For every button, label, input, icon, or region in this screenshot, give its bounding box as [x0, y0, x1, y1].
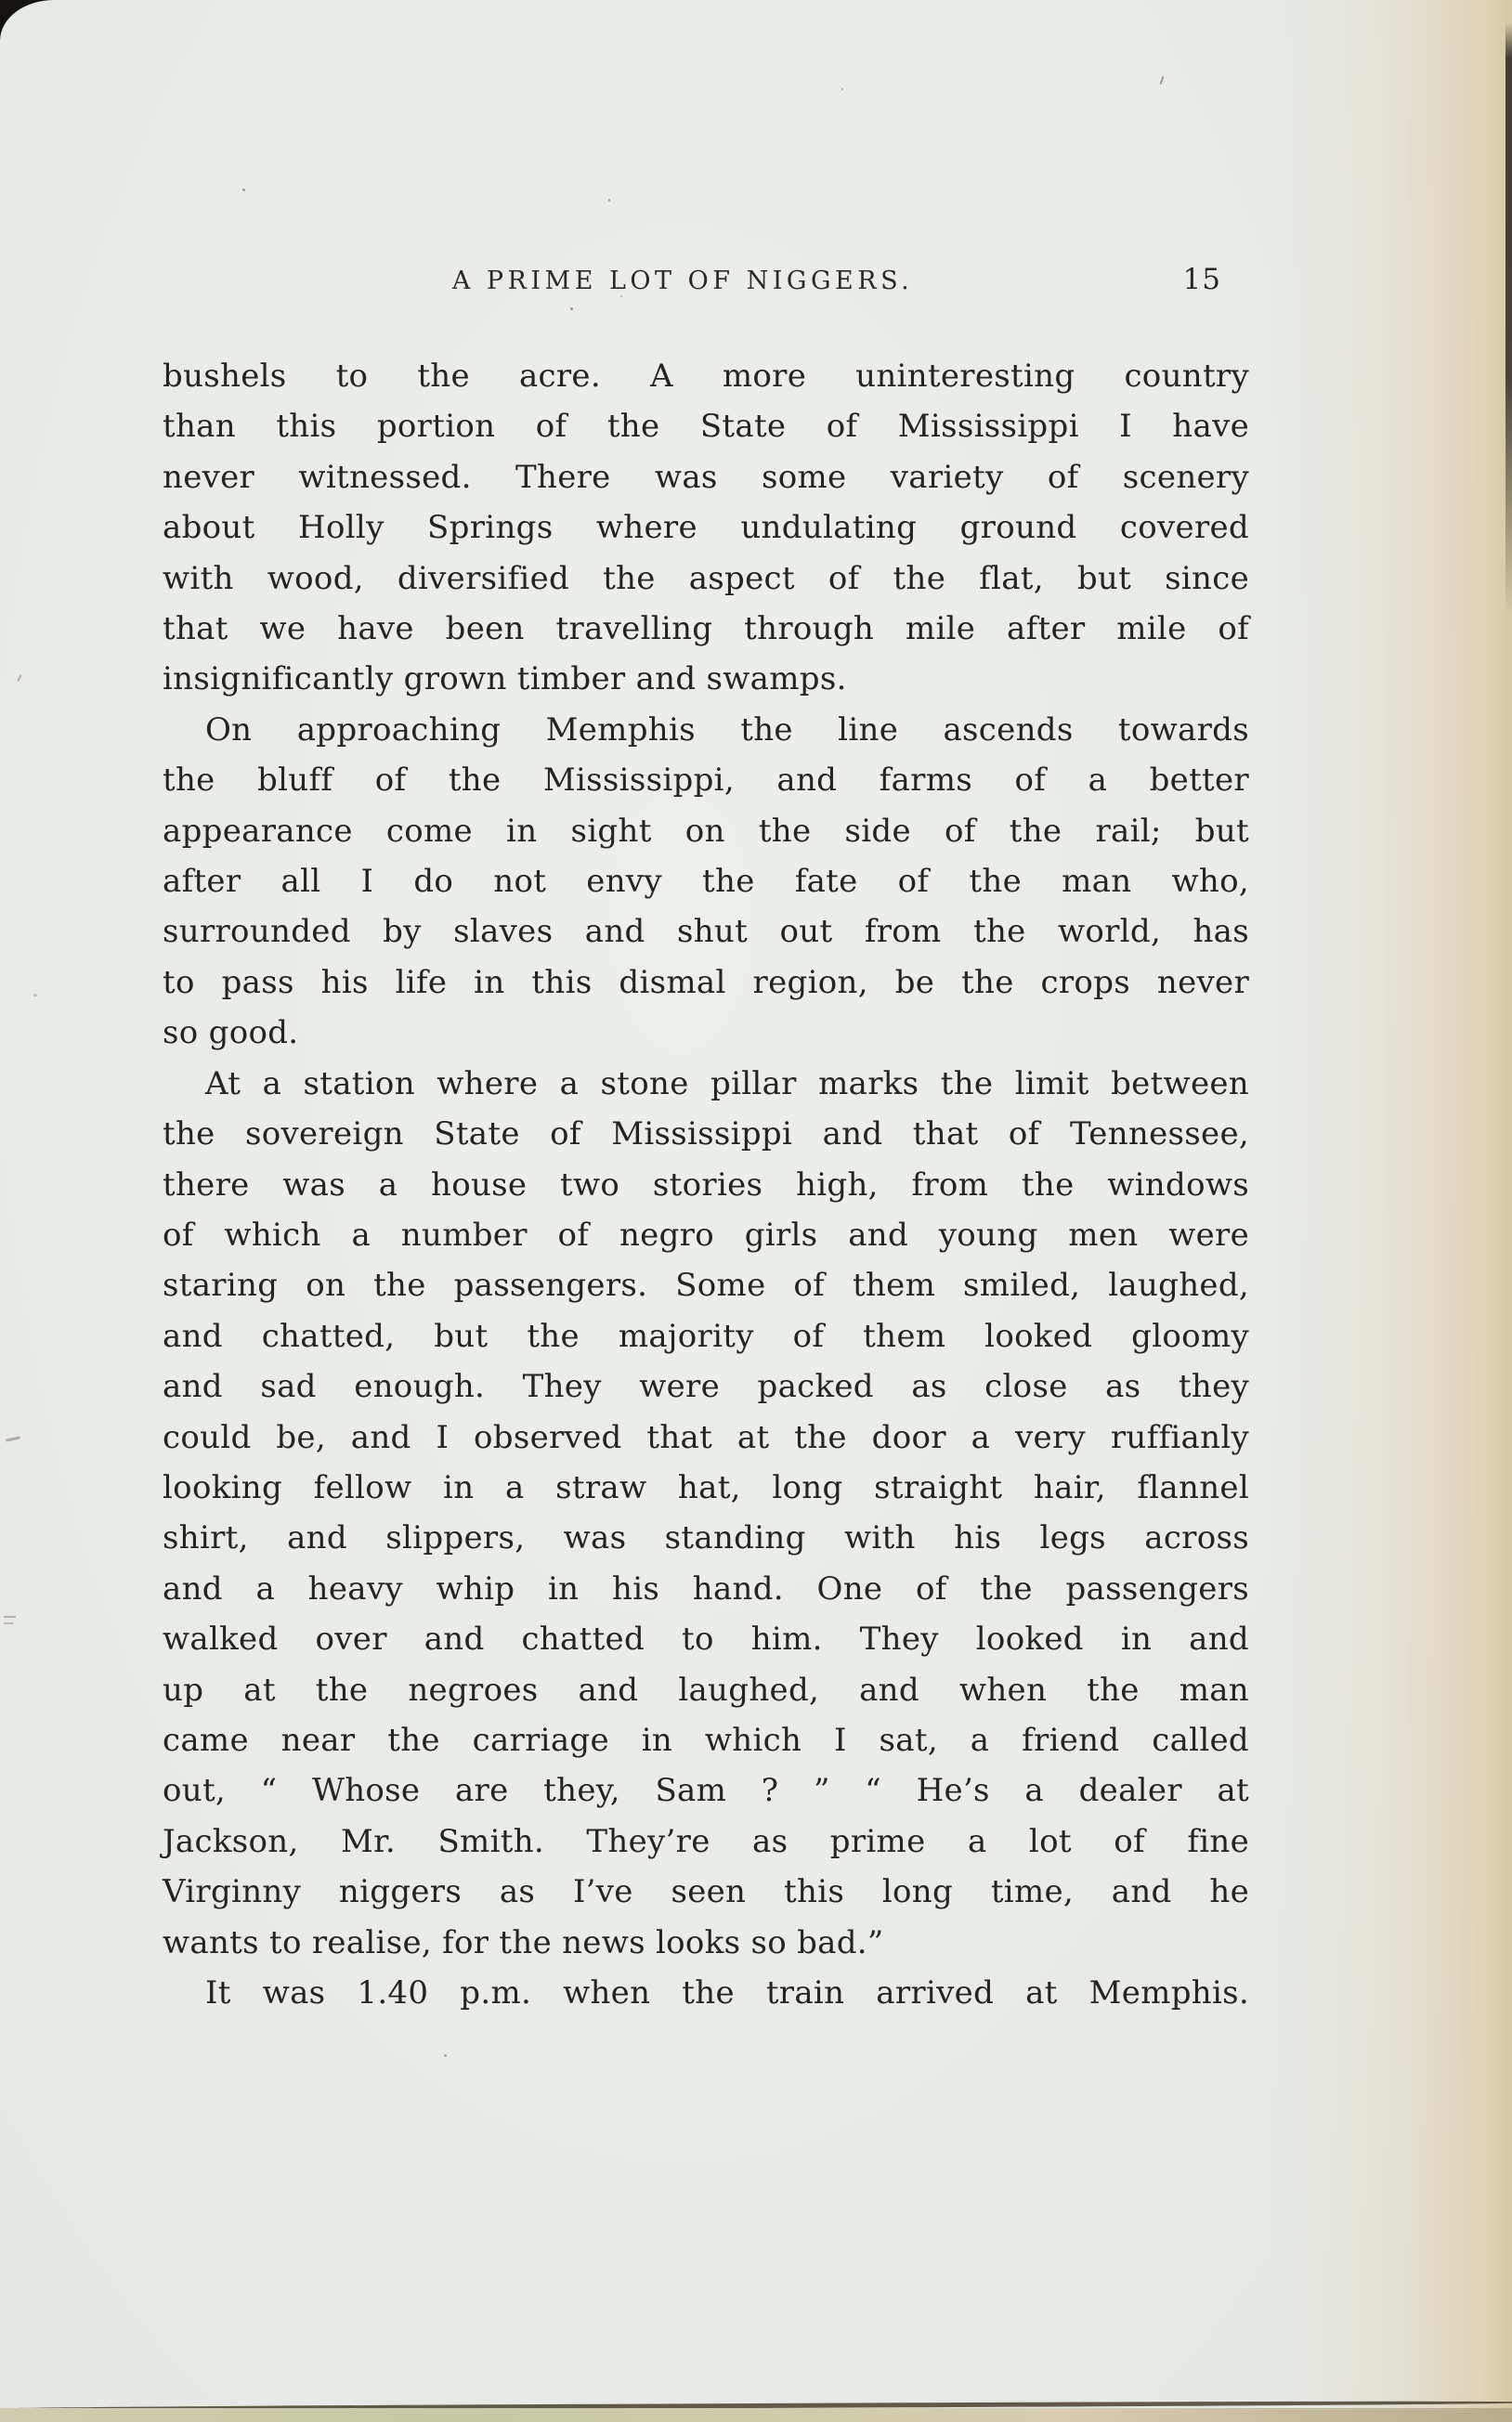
text-line: looking fellow in a straw hat, long straight hair, flannel: [163, 1468, 1249, 1506]
paragraph: [163, 351, 1249, 705]
text-line: than this portion of the State of Mississippi I have: [163, 408, 1249, 446]
text-line: At a station where a stone pillar marks the limit between: [205, 1064, 1249, 1102]
text-line: bushels to the acre. A more uninteresting country: [163, 358, 1249, 395]
scan-speck: [841, 88, 843, 90]
text-line: staring on the passengers. Some of them smiled, laughed,: [163, 1267, 1249, 1305]
scan-mark: [1160, 76, 1165, 85]
paragraph: [163, 705, 1249, 1059]
text-line: about Holly Springs where undulating ground covered: [163, 509, 1249, 547]
page-content: [163, 263, 1249, 2012]
text-line: that we have been travelling through mile after mile of: [163, 610, 1249, 648]
text-line: insignificantly grown timber and swamps.: [163, 660, 847, 698]
text-line: appearance come in sight on the side of the rail; but: [163, 812, 1249, 850]
body-text: [163, 351, 1249, 2018]
text-line: On approaching Memphis the line ascends towards: [205, 710, 1249, 749]
text-line: to pass his life in this dismal region, be the crops never: [163, 963, 1249, 1001]
text-line: walked over and chatted to him. They looked in and: [163, 1621, 1249, 1659]
text-line: of which a number of negro girls and young men were: [163, 1216, 1249, 1254]
scan-speck: [608, 199, 610, 202]
scan-mark: [17, 674, 21, 682]
page-number: 15: [1182, 263, 1221, 296]
text-line: and sad enough. They were packed as close as they: [163, 1368, 1249, 1406]
text-line: came near the carriage in which I sat, a friend called: [163, 1721, 1249, 1759]
text-line: wants to realise, for the news looks so bad.”: [163, 1923, 884, 1961]
scan-mark: [4, 1616, 16, 1618]
text-line: could be, and I observed that at the door a very ruffianly: [163, 1418, 1249, 1456]
text-line: never witnessed. There was some variety of scenery: [163, 458, 1249, 496]
text-line: It was 1.40 p.m. when the train arrived at Memphis.: [205, 1974, 1249, 2012]
text-line: the bluff of the Mississippi, and farms of a better: [163, 762, 1249, 800]
text-line: with wood, diversified the aspect of the flat, but since: [163, 559, 1249, 597]
scan-speck: [570, 307, 573, 310]
text-line: and a heavy whip in his hand. One of the passengers: [163, 1569, 1249, 1608]
text-line: so good.: [163, 1014, 299, 1052]
text-line: shirt, and slippers, was standing with his legs across: [163, 1519, 1249, 1557]
scan-speck: [242, 189, 245, 191]
running-header: [163, 263, 1249, 304]
page-edge-dark-sliver: [1505, 22, 1512, 617]
scan-mark: [4, 1622, 14, 1624]
scan-speck: [444, 2054, 447, 2057]
paragraph: [163, 1059, 1249, 1968]
text-line: and chatted, but the majority of them looked gloomy: [163, 1317, 1249, 1355]
text-line: after all I do not envy the fate of the man who,: [163, 863, 1249, 901]
running-header-title: A PRIME LOT OF NIGGERS.: [451, 267, 914, 295]
text-line: there was a house two stories high, from the windows: [163, 1165, 1249, 1204]
text-line: the sovereign State of Mississippi and that of Tennessee,: [163, 1115, 1249, 1153]
page-bottom-edge-band: [0, 2408, 1512, 2422]
text-line: up at the negroes and laughed, and when the man: [163, 1671, 1249, 1709]
text-line: Virginny niggers as I’ve seen this long time, and he: [163, 1873, 1249, 1911]
paragraph: [163, 1968, 1249, 2018]
page-edge-cream-shading: [1271, 0, 1512, 2422]
text-line: out, “ Whose are they, Sam ? ” “ He’s a dealer at: [163, 1772, 1249, 1810]
text-line: surrounded by slaves and shut out from the world, has: [163, 913, 1249, 951]
scan-speck: [33, 994, 37, 996]
scan-mark: [6, 1436, 20, 1441]
text-line: Jackson, Mr. Smith. They’re as prime a lot of fine: [163, 1822, 1249, 1860]
